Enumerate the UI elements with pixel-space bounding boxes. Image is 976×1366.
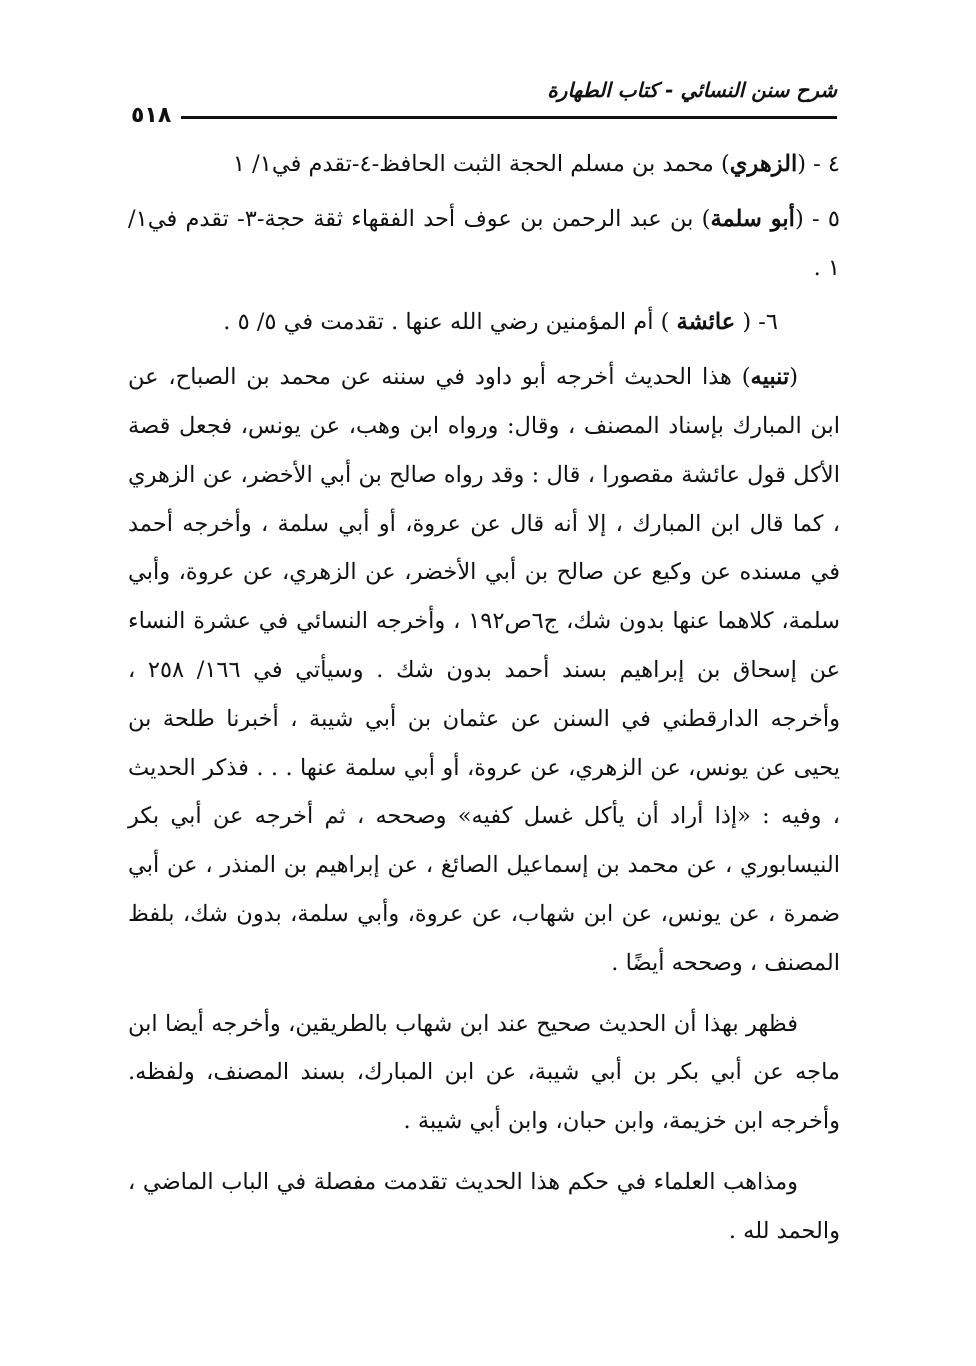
page-body xyxy=(128,140,840,1268)
narrator-name: عائشة xyxy=(676,309,736,336)
conclusion-paragraph: فظهر بهذا أن الحديث صحيح عند ابن شهاب بالطريقين، وأخرجه أيضا ابن ماجه عن أبي بكر بن أبي شيبة، عن ابن المبارك، بسند المصنف، ولفظه. وأخرجه ابن خزيمة، وابن حبان، وابن أبي شيبة . xyxy=(128,1010,840,1135)
narrator-name: الزهري xyxy=(729,151,798,177)
running-title: شرح سنن النسائي - كتاب الطهارة xyxy=(547,78,837,102)
note-label: تنبيه xyxy=(750,364,790,391)
closing-paragraph: ومذاهب العلماء في حكم هذا الحديث تقدمت مفصلة في الباب الماضي ، والحمد لله . xyxy=(128,1168,840,1244)
page-header xyxy=(125,78,837,128)
page-number xyxy=(125,100,181,132)
narrator-name: أبو سلمة xyxy=(710,205,795,232)
note-paragraph: (تنبيه) هذا الحديث أخرجه أبو داود في سننه عن محمد بن الصباح، عن ابن المبارك بإسناد المصنف ، وقال: ورواه ابن وهب، عن يونس، فجعل قصة الأكل قول عائشة مقصورا ، قال : وقد رواه صالح بن أبي الأخضر، عن الزهري ، كما قال ابن المبارك ، إلا أنه قال عن عروة، أو أبي سلمة ، وأخرجه أحمد في مسنده عن وكيع عن صالح بن أبي الأخضر، عن الزهري، عن عروة، وأبي سلمة، كلاهما عنها بدون شك، ج٦ص١٩٢ ، وأخرجه النسائي في عشرة النساء عن إسحاق بن إبراهيم بسند أحمد بدون شك . وسيأتي في ١٦٦/ ٢٥٨ ، وأخرجه الدارقطني في السنن عن عثمان بن أبي شيبة ، أخبرنا طلحة بن يحيى عن يونس، عن الزهري، عن عروة، أو أبي سلمة عنها . . . فذكر الحديث ، وفيه : «إذا أراد أن يأكل غسل كفيه» وصححه ، ثم أخرجه عن أبي بكر النيسابوري ، عن محمد بن إسماعيل الصائغ ، عن إبراهيم بن المنذر ، عن أبي ضمرة ، عن يونس، عن ابن شهاب، عن عروة، وأبي سلمة، بدون شك، بلفظ المصنف ، وصححه أيضًا . xyxy=(128,364,841,976)
narrator-entry-5: ٥ - (أبو سلمة) بن عبد الرحمن بن عوف أحد الفقهاء ثقة حجة-٣- تقدم في١/ ١ . xyxy=(128,205,840,281)
narrator-entry-4: ٤ - (الزهري) محمد بن مسلم الحجة الثبت الحافظ-٤-تقدم في١/ ١ xyxy=(232,151,840,177)
narrator-entry-6: ٦- ( عائشة ) أم المؤمنين رضي الله عنها . تقدمت في ٥/ ٥ . xyxy=(223,309,778,336)
page-number-text: ٥١٨ xyxy=(131,103,172,128)
header-rule xyxy=(125,116,837,119)
